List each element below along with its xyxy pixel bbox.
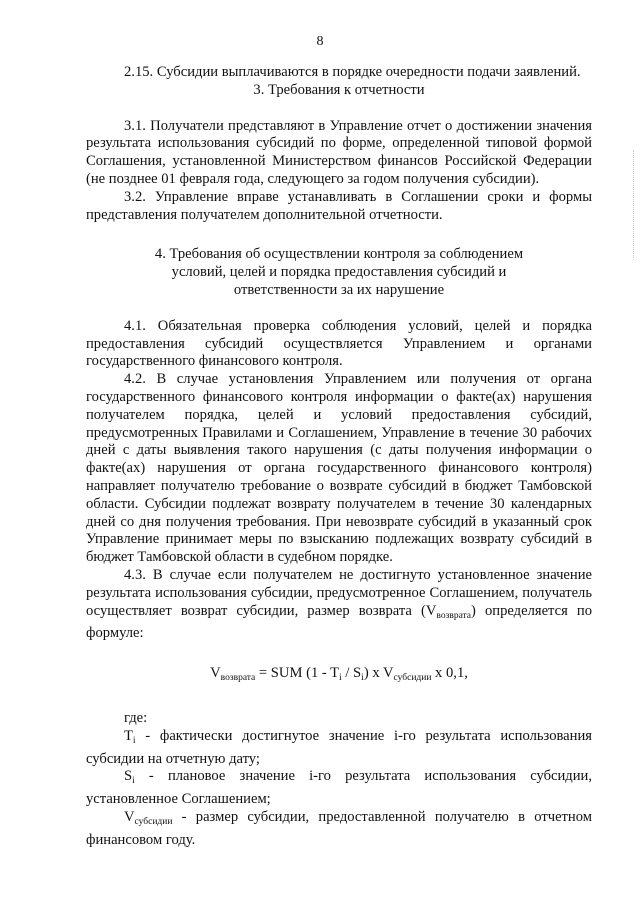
definition-text: - фактически достигнутое значение i-го результата использования субсидии на отчетную дату; — [86, 727, 592, 767]
subscript: субсидии — [134, 816, 173, 827]
formula-part: V — [210, 665, 221, 682]
paragraph-3-1: 3.1. Получатели представляют в Управление отчет о достижении значения результата использования субсидий по форме, определенной типовой формой Соглашения, установленной Министерством финансов Российской Федерации (не позднее 01 февраля года, следующего за годом получения субсидии). — [86, 117, 592, 187]
definition-text: - плановое значение i-го результата использования субсидии, установленное Соглашением; — [86, 768, 592, 808]
paragraph-4-2: 4.2. В случае установления Управлением или получения от органа государственного финансового контроля информации о факте(ах) нарушения получателем порядка, целей и условий предоставления субсидий, предусмотренных Правилами и Соглашением, Управление в течение 30 рабочих дней с даты выявления такого нарушения (с даты получения информации о факте(ах) нарушения от органа государственного финансового контроля) направляет получателю требование о возврате субсидий в бюджет Тамбовской области. Субсидии подлежат возврату получателем в течение 30 календарных дней со дня получения требования. При невозврате субсидий в указанный срок Управление принимает меры по взысканию подлежащих возврату субсидий в бюджет Тамбовской области в судебном порядке. — [86, 371, 592, 566]
where-label: где: — [124, 709, 148, 726]
subscript: i — [132, 776, 135, 787]
section-4-heading — [86, 246, 592, 299]
margin-mark — [630, 150, 634, 260]
symbol: S — [124, 768, 133, 785]
paragraph-4-3 — [86, 567, 592, 643]
formula-part: = SUM (1 - T — [255, 665, 340, 682]
symbol: T — [124, 727, 133, 744]
subscript: субсидии — [393, 673, 432, 684]
section-4-heading-line: условий, целей и порядка предоставления субсидий и — [171, 264, 507, 281]
formula-part: ) x V — [363, 665, 394, 682]
formula-part: / S — [341, 665, 362, 682]
paragraph-4-1: 4.1. Обязательная проверка соблюдения условий, целей и порядка предоставления субсидий осуществляется Управлением и органами государственного финансового контроля. — [86, 317, 592, 370]
subscript: i — [339, 673, 342, 684]
paragraph-3-2: 3.2. Управление вправе устанавливать в Соглашении сроки и формы представления получателем дополнительной отчетности. — [86, 188, 592, 223]
section-4-heading-line: ответственности за их нарушение — [233, 281, 445, 298]
definition-s — [86, 768, 592, 809]
document-body — [86, 64, 592, 849]
definition-t — [86, 728, 592, 769]
symbol: V — [124, 808, 135, 825]
definition-text: - размер субсидии, предоставленной получателю в отчетном финансовом году. — [86, 808, 592, 848]
subscript: возврата — [220, 673, 256, 684]
paragraph-2-15: 2.15. Субсидии выплачиваются в порядке очередности подачи заявлений. — [124, 64, 581, 80]
subscript: i — [361, 673, 364, 684]
section-3-heading: 3. Требования к отчетности — [253, 81, 425, 98]
formula-part: x 0,1, — [431, 665, 468, 682]
definition-v — [86, 809, 592, 850]
formula — [86, 665, 592, 688]
subscript: возврата — [436, 610, 472, 621]
paragraph-4-3-tail: ) определяется по формуле: — [86, 602, 592, 642]
section-4-heading-line: 4. Требования об осуществлении контроля за соблюдением — [154, 246, 524, 263]
subscript: i — [132, 735, 136, 746]
page-number: 8 — [316, 34, 324, 49]
paragraph-4-3-text: 4.3. В случае если получателем не достигнуто установленное значение результата использования субсидии, предусмотренное Соглашением, получатель осуществляет возврат субсидии, размер возврата (V — [86, 566, 592, 619]
